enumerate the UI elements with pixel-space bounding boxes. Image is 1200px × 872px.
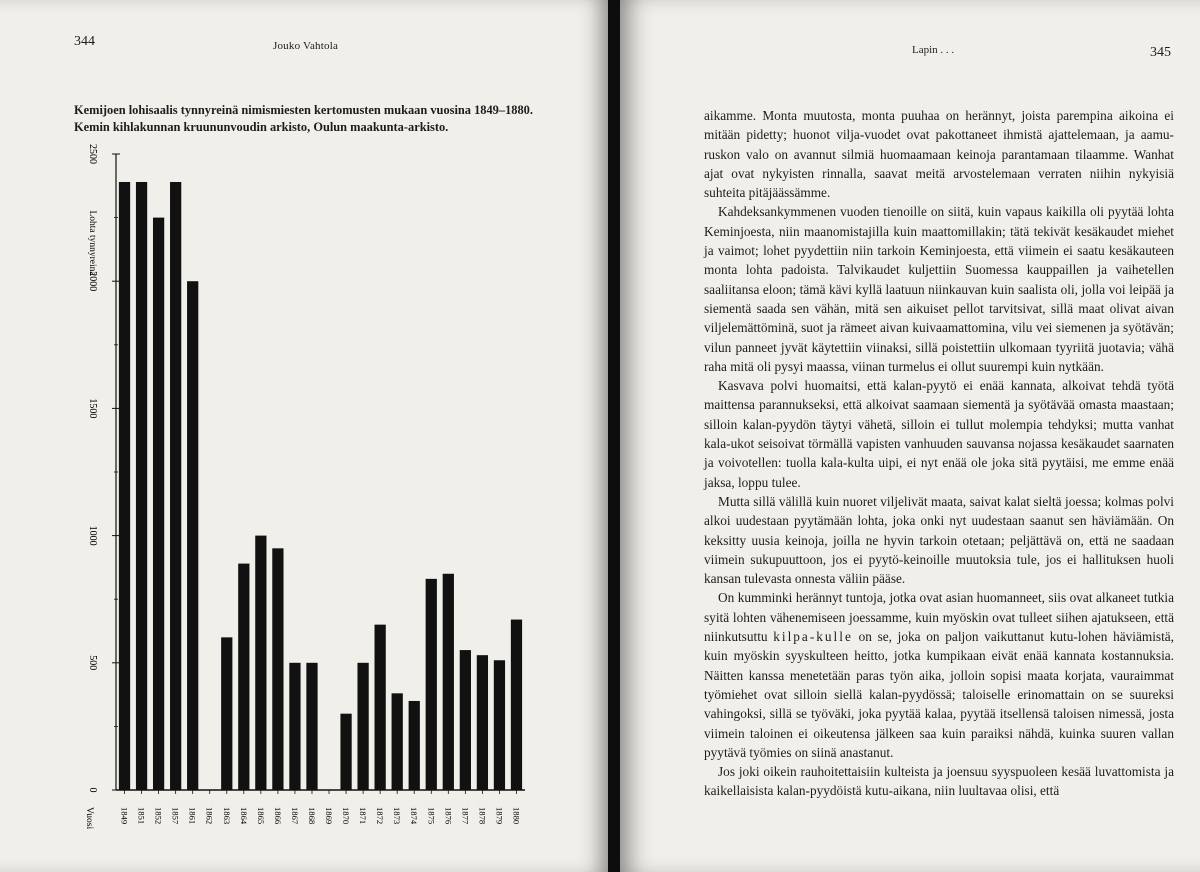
- paragraph-6: Jos joki oikein rauhoitettaisiin kulteista ja joensuu syyspuoleen kesää luvattomista ja kaikellaisista kalan-pyydöistä kutu-aikana, niin luultavaa olisi, että: [704, 764, 1174, 799]
- x-tick-label-1865: 1865: [255, 807, 266, 825]
- bar-1863: [221, 637, 232, 790]
- x-tick-label-1857: 1857: [170, 807, 181, 825]
- caption-line-1: Kemijoen lohisaalis tynnyreinä nimismiesten kertomusten mukaan vuosina 1849–1880.: [74, 103, 533, 117]
- bar-1876: [443, 574, 454, 790]
- x-tick-label-1849: 1849: [119, 807, 130, 825]
- x-tick-label-1869: 1869: [324, 807, 335, 825]
- x-tick-label-1879: 1879: [494, 807, 505, 825]
- x-tick-label-1862: 1862: [204, 807, 215, 825]
- paragraph-5: [704, 588, 1174, 762]
- paragraph-5-start: On kumminki herännyt tuntoja, jotka ovat asian huomanneet, siis ovat alkaneet tutkia syitä lohten vähenemiseen joessamme, kuin myöskin ovat tulleet siihen ajatukseen, että niinkutsuttu: [704, 590, 1174, 645]
- x-tick-label-1875: 1875: [426, 807, 437, 825]
- bar-1877: [460, 650, 471, 790]
- bar-1871: [357, 663, 368, 790]
- bar-1867: [289, 663, 300, 790]
- y-tick-label: 2000: [87, 271, 98, 292]
- x-tick-label-1863: 1863: [221, 807, 232, 825]
- book-gutter: [608, 0, 620, 872]
- x-tick-label-1861: 1861: [187, 807, 198, 825]
- x-tick-label-1866: 1866: [272, 807, 283, 825]
- bar-1872: [375, 625, 386, 790]
- x-tick-label-1868: 1868: [306, 807, 317, 825]
- y-tick-label: 1500: [87, 398, 98, 419]
- paragraph-3: Kasvava polvi huomaitsi, että kalan-pyytö ei enää kannata, alkoivat tehdä työtä maittensa parannukseksi, että alkoivat saamaan siementä ja syötävää omasta maastaan; silloin kalan-pyydön täytyi vähetä, silloin ei tullut molempia tehdyksi; mutta vanhat kala-ukot seisoivat törmällä vapisten vanhuuden sauvansa nojassa kesäkaudet saarnaten ja voivotellen: tuolla kala-kulta uipi, ei nyt enää ole joka sitä pyytäisi, me emme enää jaksa, loppu tulee.: [704, 378, 1174, 490]
- paragraph-1: aikamme. Monta muutosta, monta puuhaa on herännyt, joista parempina aikoina ei mitään pidetty; huonot vilja-vuodet ovat pakottaneet ihmistä ajattelemaan, ja aamu-ruskon valo on avannut silmiä huomaamaan keinoja parantamaan tilaamme. Wanhat ajat ovat nykyisten rinnalla, saavat meitä arvostelemaan verraten niihin nykyisiä suhteita pitäjäässämme.: [704, 108, 1174, 201]
- x-tick-label-1870: 1870: [341, 807, 352, 825]
- body-text: [704, 106, 1174, 801]
- salmon-catch-bar-chart: [70, 140, 540, 845]
- paragraph-5-end: on se, joka on paljon vaikuttanut kutu-lohen häviämistä, kuin myöskin syyskulteen heitto, jotka kumpikaan eivät enää kannata kostannuksia. Näitten kanssa menetetään paras työn aika, jolloin sopisi maata korjata, vauraimmat työmiehet ovat silloin siellä kalan-pyydössä; taloiselle erinomattain on se suureksi vahingoksi, sillä se työväki, joka pyytää kalaa, pyytää itsellensä taloisen nimessä, josta viimein taloinen ei oikeutensa jälkeen saa kuin paraiksi nähdä, kuinka suuren vallan pyytävä työmies on siinä anastanut.: [704, 629, 1174, 760]
- bar-1852: [153, 218, 164, 790]
- bar-1851: [136, 182, 147, 790]
- spaced-term: kilpa-kulle: [773, 629, 853, 645]
- y-tick-label: 500: [87, 655, 98, 671]
- bar-1875: [426, 579, 437, 790]
- x-tick-label-1873: 1873: [392, 807, 403, 825]
- x-tick-label-1877: 1877: [460, 807, 471, 825]
- bar-1849: [119, 182, 130, 790]
- bar-1870: [340, 714, 351, 790]
- paragraph-4: Mutta sillä välillä kuin nuoret viljelivät maata, saivat kalat sieltä joessa; kolmas polvi alkoi uudestaan pyytämään lohta, joka onki nyt uudestaan saanut sen häviämään. On keksitty uusia keinoja, joilla ne hyvin tarkoin otetaan; peljättävä on, että ne saadaan viimein sukupuuttoon, jos ei pyytö-keinoille muutoksia tule, jos ei hallituksen huoli kansan tulevasta onnesta väliin pääse.: [704, 493, 1174, 587]
- right-page: [620, 0, 1200, 872]
- running-head-right: Lapin . . .: [912, 44, 955, 56]
- bar-1880: [511, 620, 522, 790]
- y-axis-label: Lohta tynnyreinä: [87, 210, 97, 276]
- y-tick-label: 0: [87, 787, 98, 793]
- bar-1879: [494, 660, 505, 790]
- bar-1874: [409, 701, 420, 790]
- figure-caption: [74, 102, 594, 136]
- y-tick-label: 1000: [87, 525, 98, 546]
- bar-1868: [306, 663, 317, 790]
- caption-line-2: Kemin kihlakunnan kruununvoudin arkisto, Oulun maakunta-arkisto.: [74, 120, 449, 134]
- bar-1866: [272, 548, 283, 790]
- x-tick-label-1864: 1864: [238, 807, 249, 825]
- x-tick-label-1878: 1878: [477, 807, 488, 825]
- x-tick-label-1867: 1867: [289, 807, 300, 825]
- paragraph-2: Kahdeksankymmenen vuoden tienoille on siitä, kuin vapaus kaikilla oli pyytää lohta Keminjoesta, niin maanomistajilla kuin maattomillakin; tätä tekivät kesäkaudet miehet ja vaimot; lohet pyydettiin niin tarkoin Keminjoesta, että viimein ei saatu kesäkauteen monta lohta padoista. Talvikaudet kuljettiin Suomessa kauppaillen ja vaihetellen saaliitansa eloon; tämä kävi kyllä laatuun niinkauvan kuin saalista oli, jolla voi leipää ja siementä saada sen vähän, mitä sen aikuiset pellot tarvitsivat, sillä maat olivat aivan viljelemättöminä, suot ja rämeet aivan kuivaamattomina, vilu vei siemenen ja syötävän; vilun panneet jyvät käytettiin viinaksi, sillä poistettiin ulkomaan tyyriitä juotavia; vähä raha mitä oli pysyi maassa, viinan turmelus ei ollut suurempi kuin nytkään.: [704, 204, 1174, 374]
- bar-1861: [187, 281, 198, 790]
- x-tick-label-1876: 1876: [443, 807, 454, 825]
- bar-1857: [170, 182, 181, 790]
- x-tick-label-1851: 1851: [136, 807, 147, 825]
- bar-1873: [392, 693, 403, 790]
- x-tick-label-1874: 1874: [409, 807, 420, 825]
- x-tick-label-1852: 1852: [153, 807, 164, 825]
- bar-1878: [477, 655, 488, 790]
- x-axis-label: Vuosi: [84, 807, 94, 830]
- page-number-left: 344: [74, 34, 95, 49]
- y-tick-label: 2500: [87, 144, 98, 164]
- bar-1864: [238, 564, 249, 790]
- x-tick-label-1880: 1880: [511, 807, 522, 825]
- page-number-right: 345: [1150, 45, 1171, 60]
- x-tick-label-1871: 1871: [358, 807, 369, 825]
- x-tick-label-1872: 1872: [375, 807, 386, 825]
- bar-1865: [255, 536, 266, 790]
- running-head-left: Jouko Vahtola: [273, 40, 339, 52]
